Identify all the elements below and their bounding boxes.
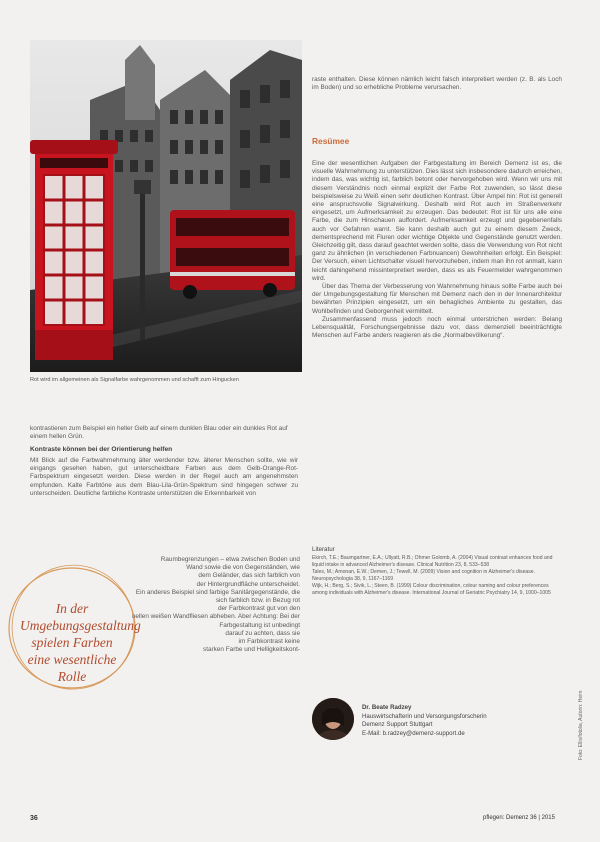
wrap-line: im Farbkontrast keine xyxy=(238,638,300,646)
literature-item: Tales, M.; Amonan, E.W.; Demen, J.; Tewell, M. (2009) Vision and cognition in Alzheimer's disease. Neuropsychologia 38, 9, 1167–1169 xyxy=(312,569,536,582)
resumee-paragraph: Über das Thema der Verbesserung von Wahrnehmung hinaus sollte Farbe auch bei der Umgebungsgestaltung für Menschen mit Demenz nach den in der Innenarchitektur bewährten Prinzipien eingesetzt, um ein behagliches Ambiente zu gestalten, das Wohlbefinden und Geborgenheit vermittelt. xyxy=(312,283,562,315)
wrap-line: Raumbegrenzungen – etwa zwischen Boden und xyxy=(160,556,300,563)
wrap-line: Wand sowie die von Gegenständen, wie xyxy=(186,564,300,572)
section-heading-contrast: Kontraste können bei der Orientierung helfen xyxy=(30,446,173,453)
wrap-line: darauf zu achten, dass sie xyxy=(225,629,300,637)
author-email: E-Mail: b.radzey@demenz-support.de xyxy=(362,729,465,737)
page-number: 36 xyxy=(30,815,38,822)
wrap-line: Ein anderes Beispiel sind farbige Sanitärgegenstände, die xyxy=(135,588,300,596)
wrap-line: der Hintergrundfläche unterscheidet. xyxy=(196,580,300,588)
author-avatar xyxy=(312,698,354,740)
literature-item: Ekirch, T.E.; Baumgartner, E.A.; Ullyatt, R.B.; Ohmer Golomb, A. (2004) Visual contrast enhances food and liquid intake in advanced Alzheimer's disease. Clinical Nutrition 23, 8, 533–538 xyxy=(312,555,553,568)
photo-caption: Rot wird im allgemeinen als Signalfarbe wahrgenommen und schafft zum Hingucken xyxy=(30,377,239,383)
author-info xyxy=(362,704,562,738)
journal-footer: pflegen: Demenz 36 | 2015 xyxy=(483,815,555,821)
wrap-line: dem Geländer, das sich farblich von xyxy=(198,572,300,580)
pull-quote: In der Umgebungsgestaltung spielen Farben eine wesentliche Rolle xyxy=(20,601,141,684)
resumee-text xyxy=(312,160,562,340)
photo-credit-text: Foto: Ellis/fotolia, Autorin: Heim xyxy=(578,690,584,760)
resumee-paragraph: Eine der wesentlichen Aufgaben der Farbgestaltung im Bereich Demenz ist es, die visuelle Wahrnehmung zu unterstützen. Dies lässt sich insbesondere dadurch erreichen, indem das, was wichtig ist, farblich betont oder hervorgehoben wird. Wenn wir uns mit diesem Verständnis noch einmal explizit der Farbe Rot zuwenden, so lässt diese beispielsweise zu Weiß einen sehr deutlichen Kontrast. Über Ampel hin: Rot ist generell eine anspruchsvolle Signalwirkung. Deshalb wird Rot auch im Straßenverkehr eingesetzt, um Aufmerksamkeit zu erzeugen. Das bedeutet: Rot ist für uns alle eine Farbe, die zum Hinschauen auffordert. Aufmerksamkeit erzeugt und gegebenenfalls auch vor Gefahren warnt. Sie kann deshalb auch gut zu einem diesem Zweck, dementsprechend mit Fluren oder wichtige Objekte und Gegenstände genutzt werden. Gleichzeitig gilt, dass darauf geachtet werden sollte, dass die Verwendung von Rot nicht ganz zu ähnlichen (in verschiedenen Farbnuancen) Gewohnheiten erfolgt. Ein Beispiel: Der Versuch, einen Lichtschalter visuell hervorzuheben, indem man ihn rot anmalt, kann leicht dahingehend missinterpretiert werden, dass es als Feuermelder wahrgenommen wird. xyxy=(312,160,562,282)
author-name: Dr. Beate Radzey xyxy=(362,704,412,711)
literature-item: Wijk, H.; Berg, S.; Sivik, L.; Steen, B. (1999) Colour discrimination, colour naming and colour preferences among individuals with Alzheimer's disease. International Journal of Geriatric Psychiatry 14, 9, 1000–1005 xyxy=(312,583,551,596)
literature-list xyxy=(312,555,562,598)
left-intro-paragraph: kontrastieren zum Beispiel ein heller Gelb auf einem dunklen Blau oder ein dunkles Rot auf einem hellen Grün. xyxy=(30,425,288,441)
resumee-paragraph: Zusammenfassend muss jedoch noch einmal unterstrichen werden: Belang Lebensqualität, Forschungsergebnisse dazu vor, dass demenziell beeinträchtigte Menschen auf Farbe anders reagieren als die „Normalbevölkerung“. xyxy=(312,315,562,340)
photo-credit xyxy=(578,600,586,760)
resumee-heading: Resümee xyxy=(312,136,350,146)
wrap-line: der Farbkontrast gut von den xyxy=(217,605,300,613)
author-role: Hauswirtschafterin und Versorgungsforscherin xyxy=(362,712,487,720)
left-body-paragraph xyxy=(30,457,298,498)
right-top-paragraph: raste enthalten. Diese können nämlich leicht falsch interpretiert werden (z. B. als Loch im Boden) und so erhebliche Probleme verursachen. xyxy=(312,76,562,92)
author-organisation: Demenz Support Stuttgart xyxy=(362,721,433,729)
left-body-text: Mit Blick auf die Farbwahrnehmung älter werdender bzw. älterer Menschen sollte, wie wir eingangs gesehen haben, gut unterscheidbare Farben aus dem Gelb-Orange-Rot-Farbspektrum eingesetzt werden. Diese werden in der Regel auch am angenehmsten empfunden. Kalte Farbtöne aus dem Blau-Lila-Grün-Spektrum sind hingegen schwer zu unterscheiden. Deutliche farbliche Kontraste unterstützen die Erkennbarkeit von xyxy=(30,457,298,497)
wrap-line: sich farblich bzw. in Bezug rot xyxy=(215,597,300,605)
london-street-photo xyxy=(30,40,302,372)
literature-heading: Literatur xyxy=(312,546,335,553)
wrap-line: hellen weißen Wandfliesen abheben. Aber Achtung: Bei der xyxy=(131,613,300,621)
wrap-line: starken Farbe und Helligkeitskont- xyxy=(203,646,300,654)
wrap-line: Farbgestaltung ist unbedingt xyxy=(219,621,300,629)
